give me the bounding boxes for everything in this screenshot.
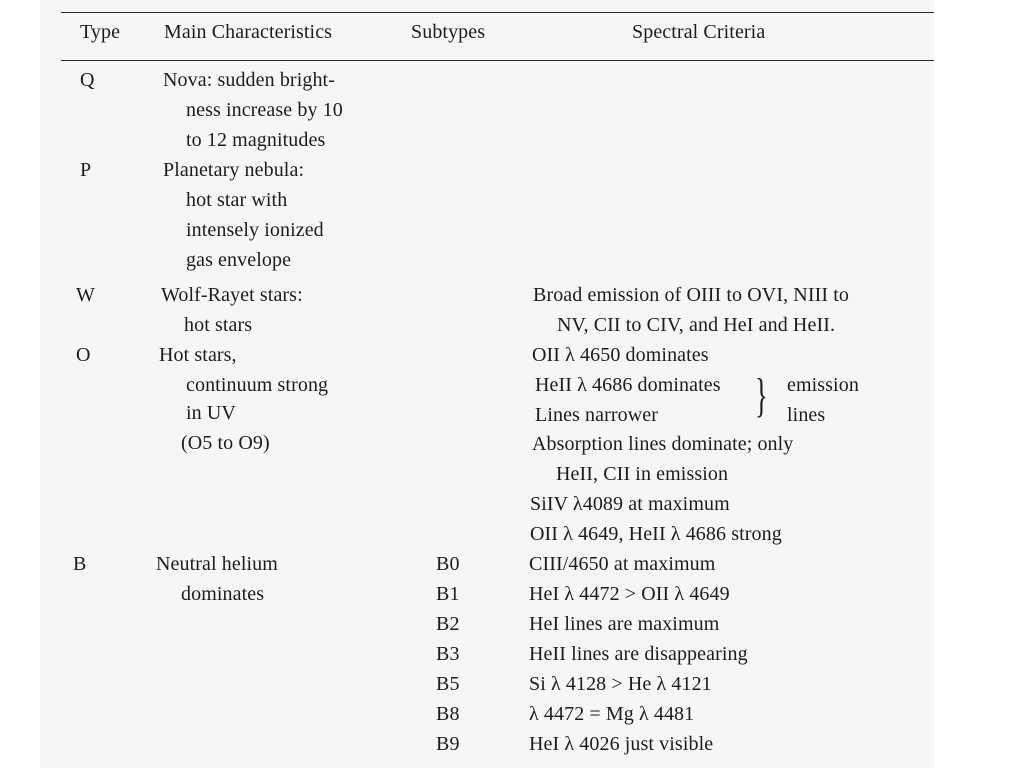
row-p-type: P (80, 159, 92, 181)
row-b-type: B (73, 553, 87, 575)
row-o-criteria-line: Lines narrower (535, 404, 659, 426)
row-w-criteria-line: Broad emission of OIII to OVI, NIII to (533, 284, 849, 306)
row-o-criteria-line: HeII λ 4686 dominates (535, 374, 721, 396)
row-b-criteria-line: HeI lines are maximum (529, 613, 720, 635)
header-main-characteristics: Main Characteristics (164, 21, 333, 43)
header-type: Type (80, 21, 121, 43)
row-b-criteria-line: HeII lines are disappearing (529, 643, 748, 665)
row-b-subtype: B5 (436, 673, 460, 695)
row-o-criteria-line: OII λ 4649, HeII λ 4686 strong (530, 523, 782, 545)
curly-brace: } (755, 369, 768, 422)
table-header-rule (61, 60, 934, 61)
row-o-main-line: continuum strong (186, 374, 329, 396)
row-b-subtype: B3 (436, 643, 460, 665)
row-b-criteria-line: Si λ 4128 > He λ 4121 (529, 673, 712, 695)
row-q-type: Q (80, 69, 95, 91)
row-o-criteria-line: SiIV λ4089 at maximum (530, 493, 730, 515)
row-p-main-line: gas envelope (186, 249, 292, 271)
row-w-type: W (76, 284, 95, 306)
brace-label-line: emission (787, 374, 859, 396)
row-o-main-line: in UV (186, 402, 236, 424)
row-q-main-line: to 12 magnitudes (186, 129, 326, 151)
header-spectral-criteria: Spectral Criteria (632, 21, 766, 43)
row-w-main-line: hot stars (184, 314, 253, 336)
row-o-criteria-line: OII λ 4650 dominates (532, 344, 709, 366)
row-b-main-line: dominates (181, 583, 265, 605)
row-b-criteria-line: λ 4472 = Mg λ 4481 (529, 703, 695, 725)
row-o-main-line: Hot stars, (159, 344, 237, 366)
row-b-subtype: B8 (436, 703, 460, 725)
row-o-criteria-line: HeII, CII in emission (556, 463, 729, 485)
row-p-main-line: intensely ionized (186, 219, 324, 241)
row-b-subtype: B2 (436, 613, 460, 635)
row-o-type: O (76, 344, 91, 366)
header-subtypes: Subtypes (411, 21, 486, 43)
row-q-main-line: Nova: sudden bright- (163, 69, 335, 91)
row-b-main-line: Neutral helium (156, 553, 278, 575)
row-b-subtype: B0 (436, 553, 460, 575)
row-o-main-line: (O5 to O9) (181, 432, 270, 454)
table-top-rule (61, 12, 934, 13)
row-b-criteria-line: HeI λ 4026 just visible (529, 733, 714, 755)
row-b-subtype: B9 (436, 733, 460, 755)
row-q-main-line: ness increase by 10 (186, 99, 343, 121)
brace-label-line: lines (787, 404, 826, 426)
row-b-criteria-line: CIII/4650 at maximum (529, 553, 716, 575)
row-w-main-line: Wolf-Rayet stars: (161, 284, 303, 306)
row-b-subtype: B1 (436, 583, 460, 605)
row-p-main-line: hot star with (186, 189, 288, 211)
row-w-criteria-line: NV, CII to CIV, and HeI and HeII. (557, 314, 836, 336)
row-b-criteria-line: HeI λ 4472 > OII λ 4649 (529, 583, 730, 605)
row-o-criteria-line: Absorption lines dominate; only (532, 433, 794, 455)
row-p-main-line: Planetary nebula: (163, 159, 305, 181)
